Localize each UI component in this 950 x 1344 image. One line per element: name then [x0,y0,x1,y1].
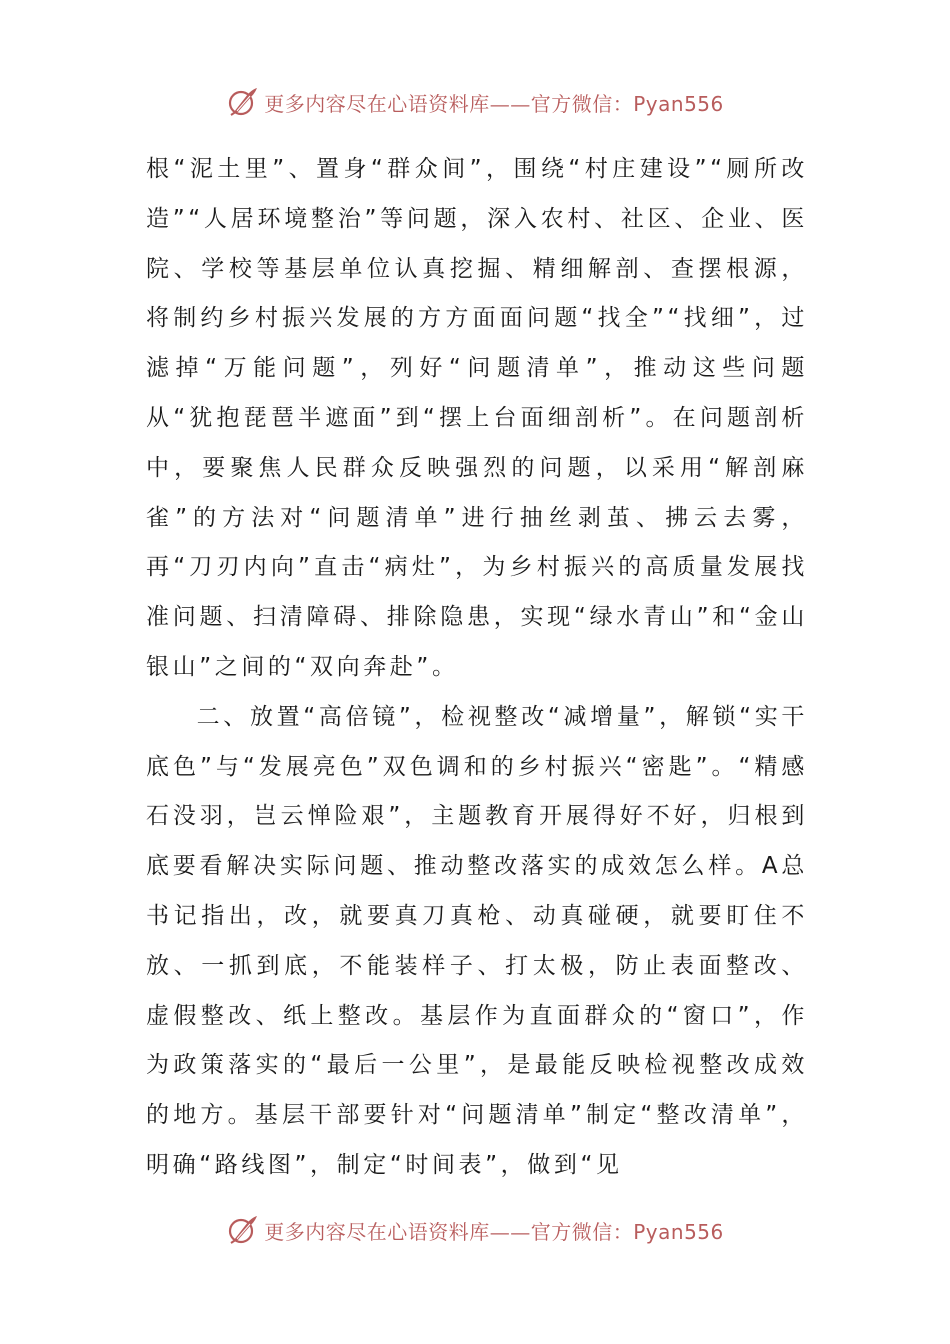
wechat-label: 官方微信： [530,91,634,116]
footer-watermark-banner [0,1210,950,1250]
brand-text: 更多内容尽在心语资料库 [264,1219,490,1244]
banner-text [264,1216,724,1245]
document-body [146,145,808,1191]
banner-dash: —— [489,1219,531,1244]
wechat-id: Pyan556 [633,91,724,116]
banner-text [264,88,724,117]
paragraph-section-two: 二、放置“高倍镜”，检视整改“减增量”，解锁“实干底色”与“发展亮色”双色调和的乡村振兴“密匙”。“精感石没羽，岂云惮险艰”，主题教育开展得好不好，归根到底要看解决实际问题、推动整改落实的成效怎么样。A总书记指出，改，就要真刀真枪、动真碰硬，就要盯住不放、一抓到底，不能装样子、打太极，防止表面整改、虚假整改、纸上整改。基层作为直面群众的“窗口”，作为政策落实的“最后一公里”，是最能反映检视整改成效的地方。基层干部要针对“问题清单”制定“整改清单”，明确“路线图”，制定“时间表”，做到“见 [146,703,808,1178]
wechat-label: 官方微信： [530,1219,634,1244]
wechat-id: Pyan556 [633,1219,724,1244]
banner-dash: —— [489,91,531,116]
quill-pen-circle-icon [226,85,260,119]
header-watermark-banner [0,82,950,122]
quill-pen-circle-icon [226,1213,260,1247]
paragraph-continuation: 根“泥土里”、置身“群众间”，围绕“村庄建设”“厕所改造”“人居环境整治”等问题，深入农村、社区、企业、医院、学校等基层单位认真挖掘、精细解剖、查摆根源，将制约乡村振兴发展的方方面面问题“找全”“找细”，过滤掉“万能问题”，列好“问题清单”，推动这些问题从“犹抱琵琶半遮面”到“摆上台面细剖析”。在问题剖析中，要聚焦人民群众反映强烈的问题，以采用“解剖麻雀”的方法对“问题清单”进行抽丝剥茧、拂云去雾，再“刀刃内向”直击“病灶”，为乡村振兴的高质量发展找准问题、扫清障碍、排除隐患，实现“绿水青山”和“金山银山”之间的“双向奔赴”。 [146,156,808,680]
brand-text: 更多内容尽在心语资料库 [264,91,490,116]
